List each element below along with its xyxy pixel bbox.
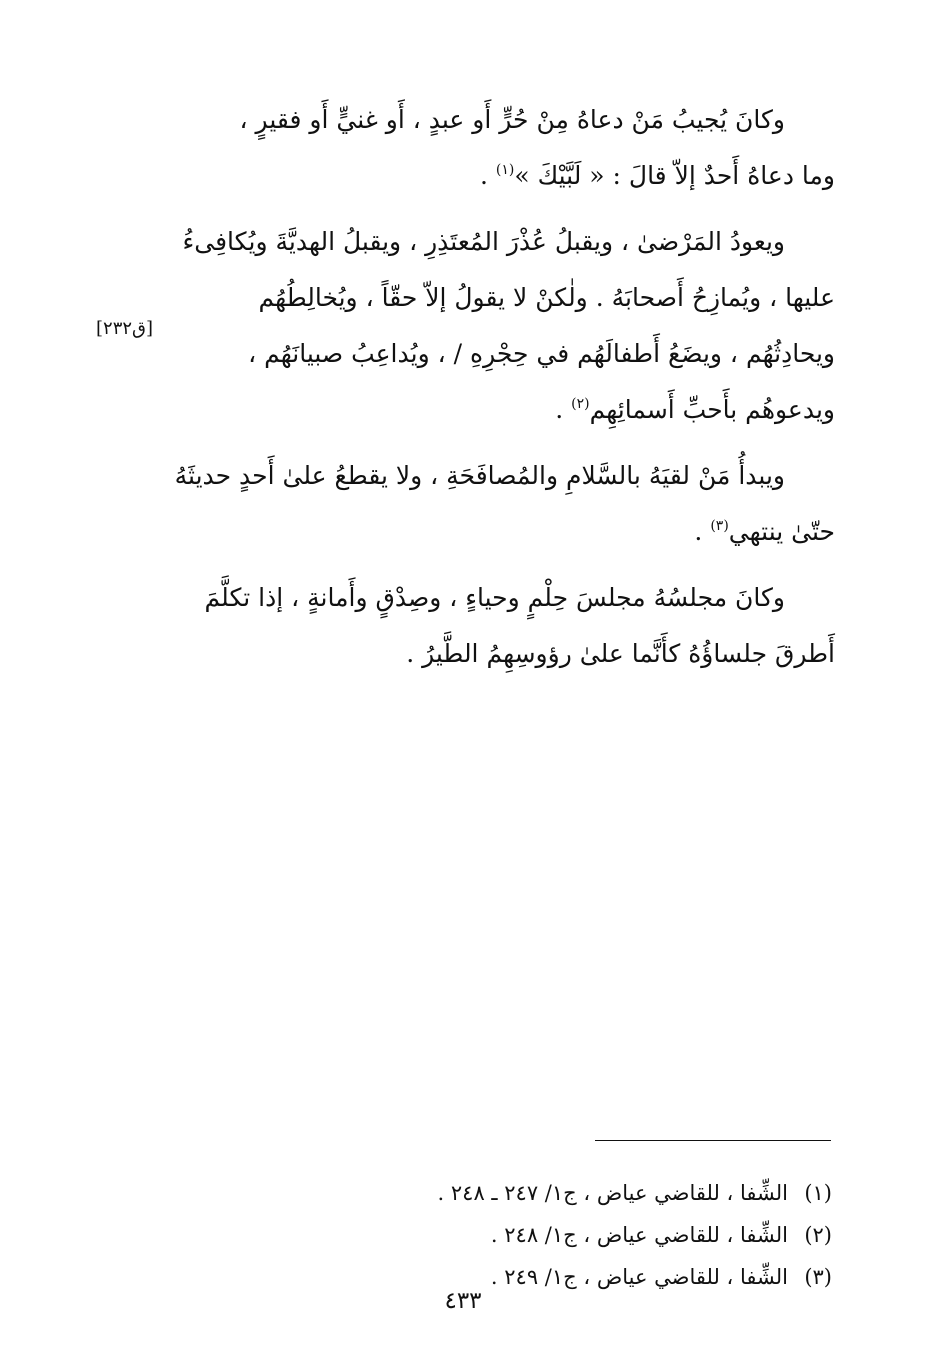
footnote-ref: (٢) (571, 396, 590, 412)
footnote (300, 1256, 832, 1298)
footnotes (300, 1172, 832, 1298)
text-line: أَطرقَ جلساؤُهُ كأَنَّما علىٰ رؤوسِهِمُ الطَّيرُ . (406, 639, 835, 668)
text-tail: . (479, 161, 496, 190)
footnote-divider (595, 1140, 831, 1141)
text-tail: . (555, 395, 572, 424)
footnote-text: الشِّفا ، للقاضي عياض ، ج١/ ٢٤٩ . (490, 1265, 788, 1289)
footnote-number: (١) (804, 1181, 832, 1205)
footnote-number: (٣) (804, 1265, 832, 1289)
footnote (300, 1214, 832, 1256)
footnote-number: (٢) (804, 1223, 832, 1247)
text-line: ويحادِثُهُم ، ويضَعُ أَطفالَهُم في حِجْرِهِ / ، ويُداعِبُ صبيانَهُم ، (248, 339, 835, 368)
manuscript-folio-note: [ق٢٣٢] (96, 318, 154, 339)
footnote-ref: (١) (495, 162, 515, 178)
text-tail: . (694, 517, 711, 546)
footnote-text: الشِّفا ، للقاضي عياض ، ج١/ ٢٤٧ ـ ٢٤٨ . (437, 1181, 788, 1205)
text-span: حتّىٰ ينتهي (728, 517, 835, 546)
text-line: وكانَ مجلسُهُ مجلسَ حِلْمٍ وحياءٍ ، وصِدْقٍ وأَمانةٍ ، إذا تكلَّمَ (204, 583, 785, 612)
text-span: وما دعاهُ أَحدٌ إلاّ قالَ : « لَبَّيْكَ » (514, 161, 835, 190)
footnote-ref: (٣) (710, 518, 729, 534)
paragraph (150, 448, 835, 560)
text-line: ويعودُ المَرْضىٰ ، ويقبلُ عُذْرَ المُعتَذِرِ ، ويقبلُ الهديَّةَ ويُكافِىءُ (182, 227, 785, 256)
text-line: ويبدأُ مَنْ لقيَهُ بالسَّلامِ والمُصافَحَةِ ، ولا يقطعُ علىٰ أَحدٍ حديثَهُ (174, 461, 785, 490)
page-number: ٤٣٣ (444, 1288, 482, 1314)
text-span: ويدعوهُم بأَحبِّ أَسمائِهِم (589, 395, 835, 424)
paragraph (150, 92, 835, 204)
text-line: وكانَ يُجيبُ مَنْ دعاهُ مِنْ حُرٍّ أَو عبدٍ ، أَو غنيٍّ أَو فقيرٍ ، (239, 105, 785, 134)
paragraph (150, 570, 835, 682)
main-text (150, 92, 835, 692)
text-line (150, 382, 835, 438)
text-line (150, 504, 835, 560)
paragraph (150, 214, 835, 438)
footnote-text: الشِّفا ، للقاضي عياض ، ج١/ ٢٤٨ . (490, 1223, 788, 1247)
text-line (150, 148, 835, 204)
text-line: عليها ، ويُمازِحُ أَصحابَهُ . ولٰكنْ لا يقولُ إلاّ حقّاً ، ويُخالِطُهُم (258, 283, 835, 312)
footnote (300, 1172, 832, 1214)
